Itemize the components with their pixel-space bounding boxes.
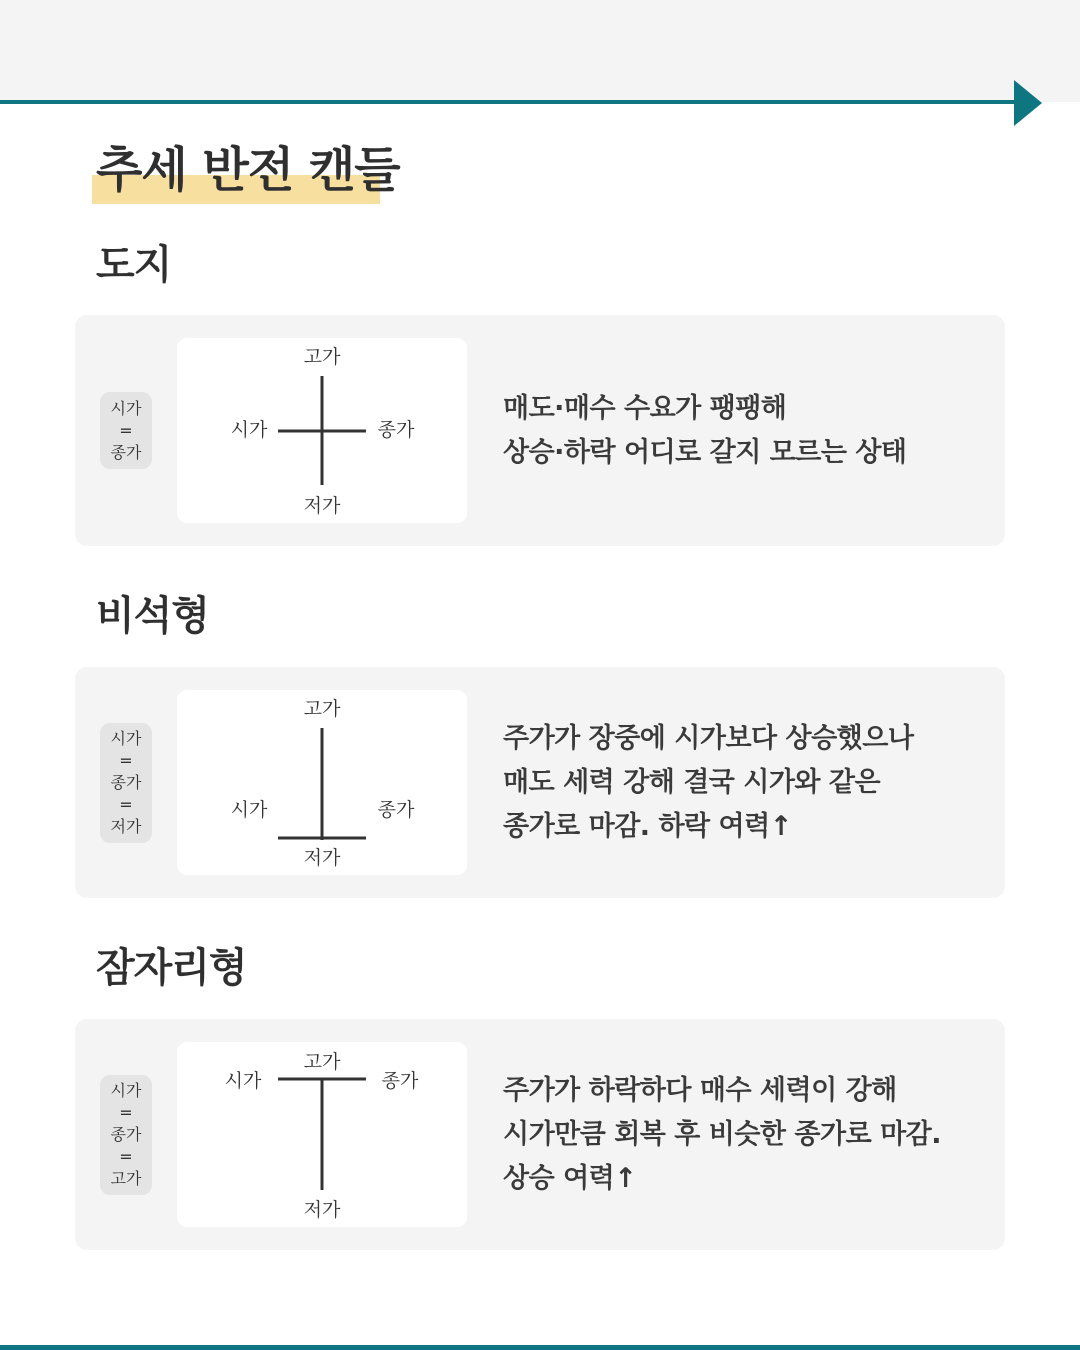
description-line: 시가만큼 회복 후 비슷한 종가로 마감.: [503, 1119, 941, 1150]
label-low: 저가: [303, 847, 341, 869]
label-high: 고가: [303, 346, 341, 368]
description-line: 매도·매수 수요가 팽팽해: [503, 393, 787, 424]
pill-text: =: [119, 751, 133, 770]
header-line: [0, 100, 1020, 104]
pill-text: 종가: [110, 1125, 142, 1144]
description: [503, 1069, 983, 1201]
label-close: 종가: [377, 799, 415, 821]
description: [503, 717, 983, 849]
description: [503, 387, 983, 475]
description-line: 상승 여력↑: [503, 1163, 637, 1194]
pill-text: =: [119, 420, 133, 440]
pill-text: 시가: [110, 1081, 142, 1100]
label-open: 시가: [230, 799, 268, 821]
description-line: 매도 세력 강해 결국 시가와 같은: [503, 767, 881, 798]
page-title: 추세 반전 캔들: [96, 142, 400, 198]
pill-text: 종가: [110, 442, 142, 462]
label-low: 저가: [303, 495, 341, 517]
section-title-dragonfly: 잠자리형: [96, 945, 247, 991]
label-close: 종가: [377, 419, 415, 441]
pill-text: 시가: [110, 729, 142, 748]
label-open: 시가: [230, 419, 268, 441]
pill-text: =: [119, 1147, 133, 1166]
condition-pill: [100, 1075, 152, 1195]
pill-text: =: [119, 795, 133, 814]
description-line: 상승·하락 어디로 갈지 모르는 상태: [503, 437, 907, 468]
card-gravestone: [75, 667, 1005, 898]
description-line: 주가가 장중에 시가보다 상승했으나: [503, 723, 914, 754]
arrow-right-icon: [1014, 80, 1042, 126]
condition-pill: [100, 723, 152, 843]
description-line: 주가가 하락하다 매수 세력이 강해: [503, 1075, 897, 1106]
label-low: 저가: [303, 1199, 341, 1221]
label-open: 시가: [224, 1070, 262, 1092]
footer-line: [0, 1345, 1080, 1350]
pill-text: 시가: [110, 398, 142, 418]
pill-text: =: [119, 1103, 133, 1122]
section-title-gravestone: 비석형: [96, 593, 209, 639]
label-close: 종가: [381, 1070, 419, 1092]
pill-text: 종가: [110, 773, 142, 792]
label-high: 고가: [303, 1051, 341, 1073]
header-band: [0, 0, 1080, 102]
pill-text: 고가: [110, 1169, 142, 1188]
description-line: 종가로 마감. 하락 여력↑: [503, 811, 792, 842]
card-doji: [75, 315, 1005, 546]
label-high: 고가: [303, 698, 341, 720]
candle-diagram-doji: [177, 338, 467, 523]
candle-diagram-dragonfly: [177, 1042, 467, 1227]
pill-text: 저가: [110, 817, 142, 836]
card-dragonfly: [75, 1019, 1005, 1250]
section-title-doji: 도지: [96, 242, 172, 288]
condition-pill: [100, 392, 152, 469]
candle-diagram-gravestone: [177, 690, 467, 875]
